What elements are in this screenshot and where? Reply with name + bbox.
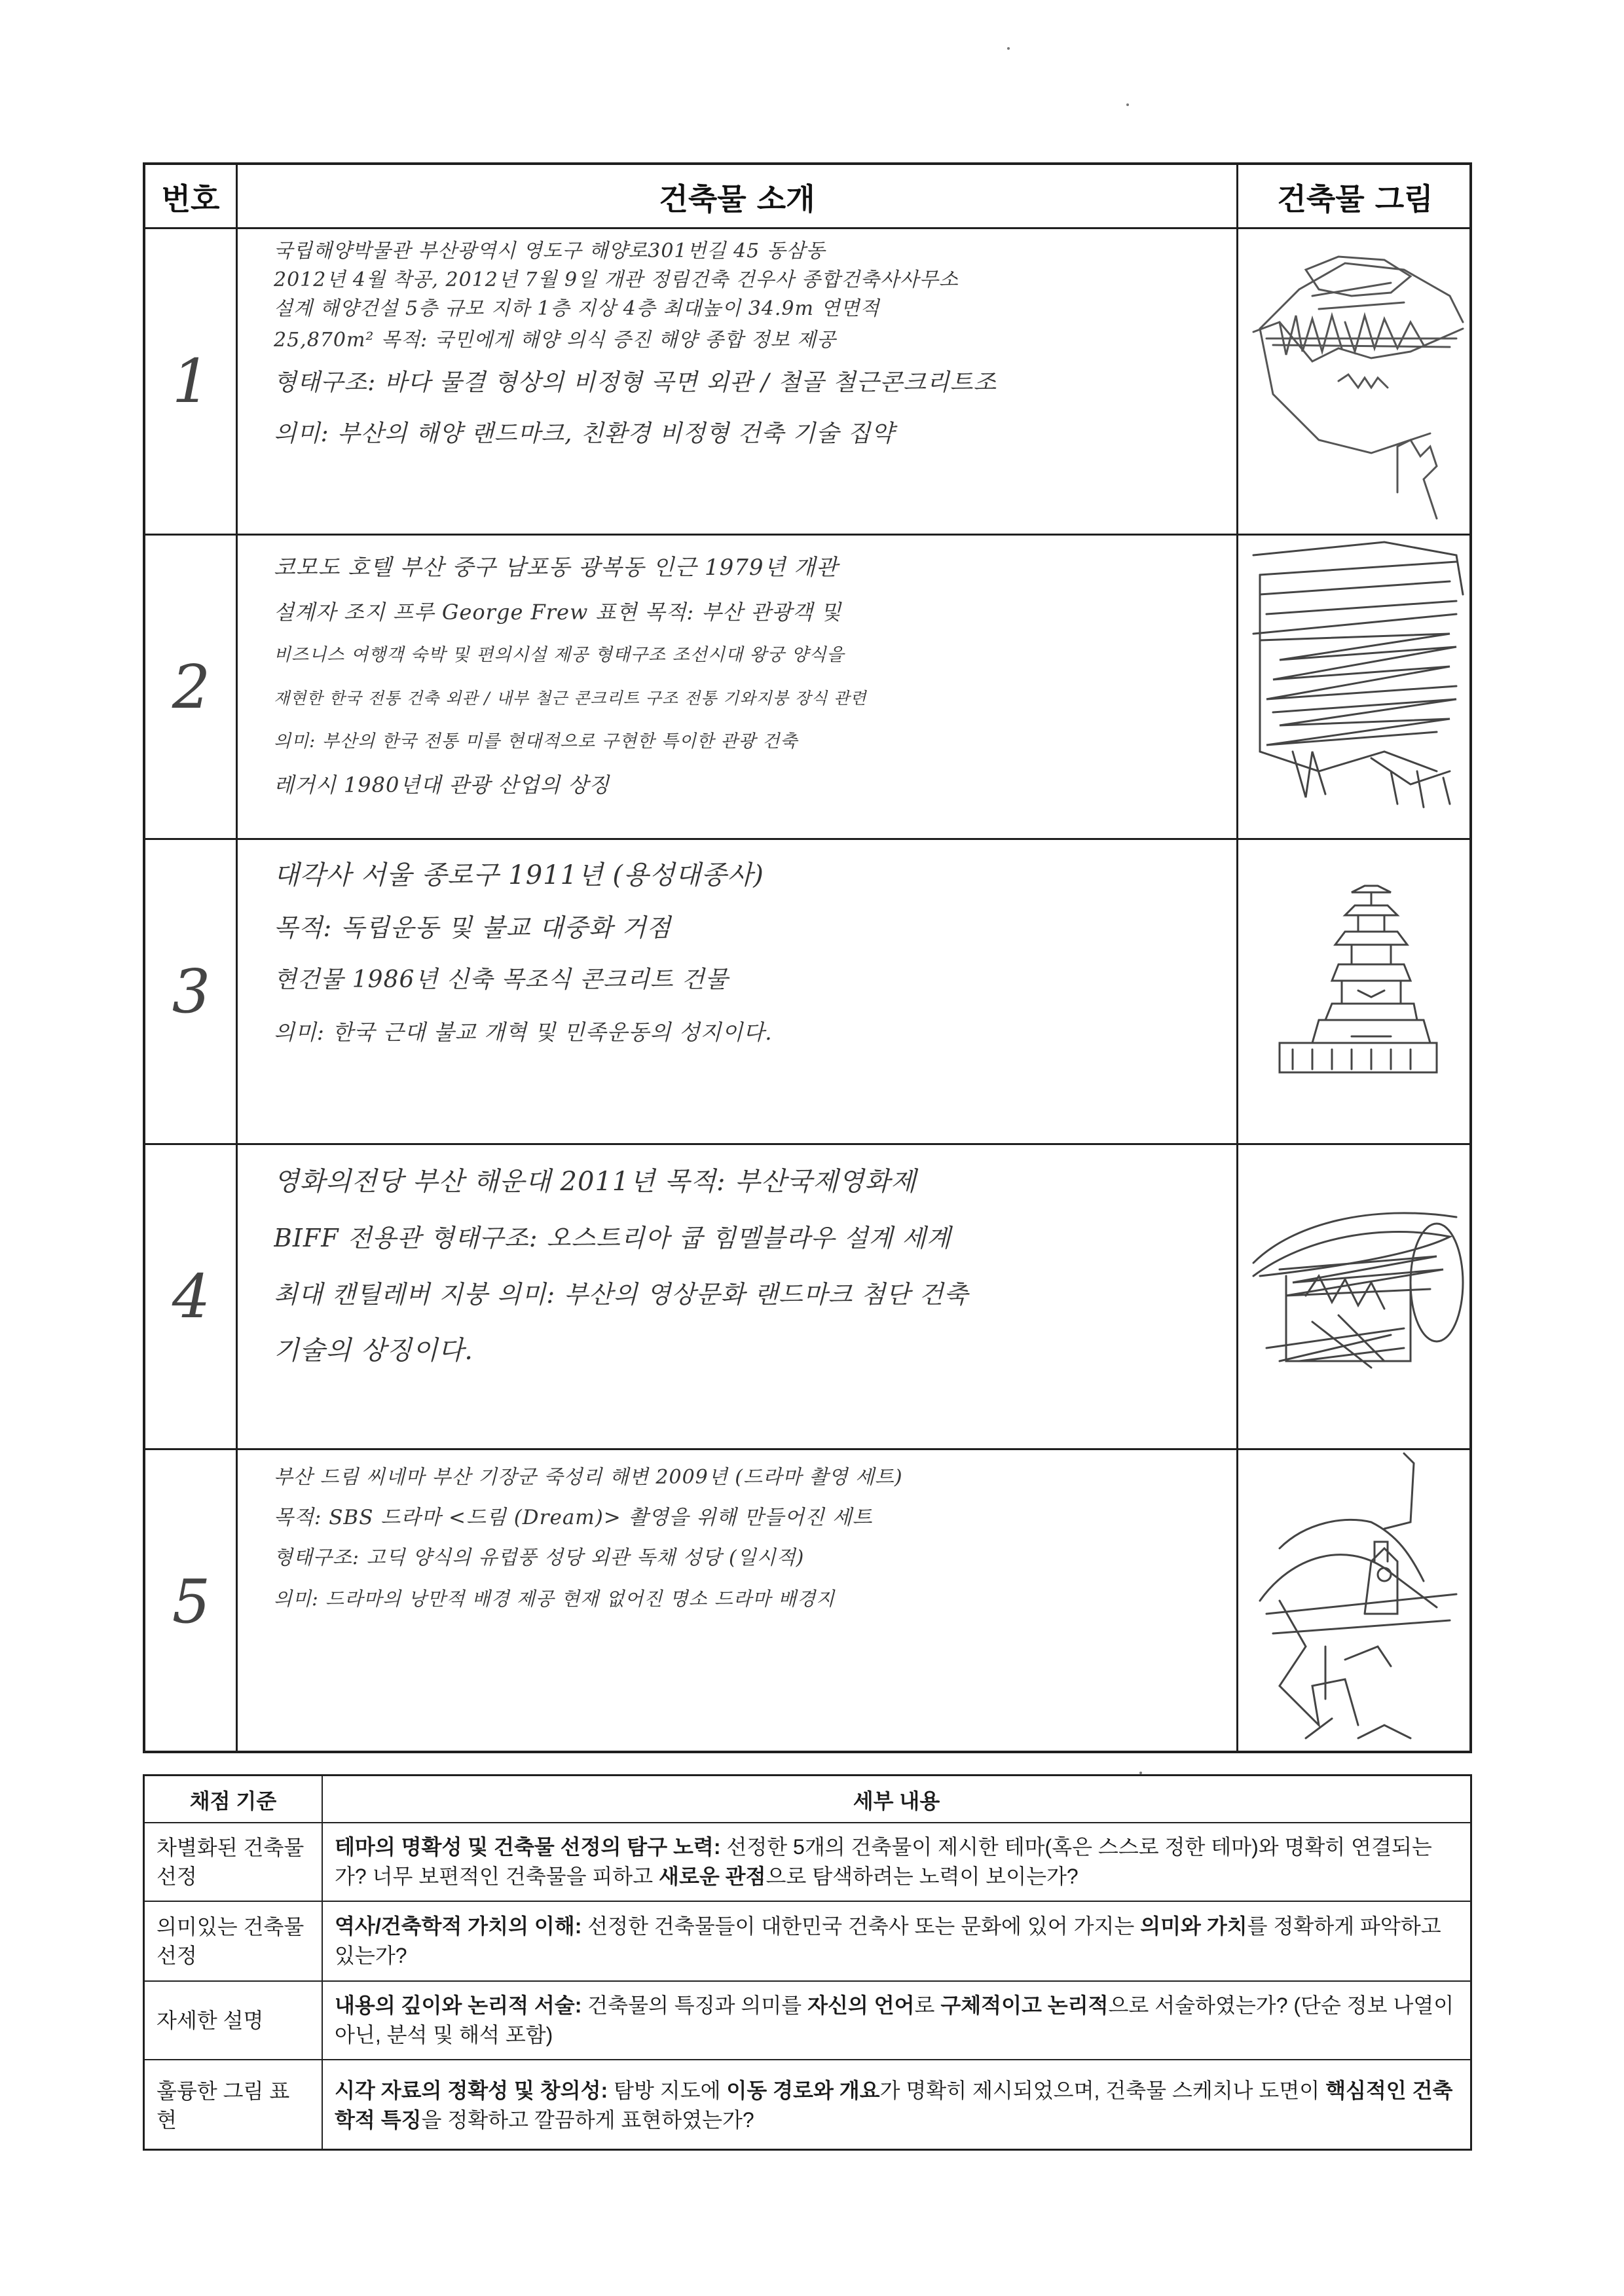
intro-line: 형태구조: 고딕 양식의 유럽풍 성당 외관 독채 성당 (일시적) bbox=[274, 1546, 805, 1569]
scan-speck bbox=[1126, 103, 1129, 106]
intro-line: 영화의전당 부산 해운대 2011년 목적: 부산국제영화제 bbox=[274, 1167, 917, 1197]
grading-rubric-table bbox=[143, 1774, 1472, 2151]
rubric-detail-text: 가 명확히 제시되었으며, 건축물 스케치나 도면이 bbox=[879, 2079, 1326, 2102]
rubric-detail-text: 건축물의 특징과 의미를 bbox=[581, 1994, 808, 2017]
intro-line: 대각사 서울 종로구 1911년 (용성대종사) bbox=[274, 860, 764, 890]
rubric-criterion: 의미있는 건축물 선정 bbox=[157, 1915, 304, 1967]
intro-line: 설계 해양건설 5층 규모 지하 1층 지상 4층 최대높이 34.9m 연면적 bbox=[274, 297, 880, 320]
rubric-detail-emphasis: 자신의 언어 bbox=[807, 1994, 915, 2017]
intro-line: 기술의 상징이다. bbox=[274, 1336, 473, 1366]
row-number: 5 bbox=[172, 1567, 211, 1637]
rubric-detail bbox=[323, 1982, 1470, 2059]
rubric-detail-text: 로 bbox=[914, 1994, 941, 2017]
rubric-detail-text: 으로 탐색하려는 노력이 보이는가? bbox=[766, 1865, 1079, 1888]
intro-line: 의미: 한국 근대 불교 개혁 및 민족운동의 성지이다. bbox=[274, 1019, 773, 1045]
intro-line: 형태구조: 바다 물결 형상의 비정형 곡면 외관 / 철골 철근콘크리트조 bbox=[274, 369, 997, 396]
intro-line: 목적: 독립운동 및 불교 대중화 거점 bbox=[274, 913, 672, 942]
intro-line: 재현한 한국 전통 건축 외관 / 내부 철근 콘크리트 구조 전통 기와지붕 장식 관련 bbox=[274, 689, 867, 708]
intro-line: 코모도 호텔 부산 중구 남포동 광복동 인근 1979년 개관 bbox=[274, 555, 838, 581]
rubric-detail-key: 시각 자료의 정확성 및 창의성: bbox=[335, 2079, 608, 2102]
column-divider bbox=[1236, 165, 1238, 1751]
rubric-detail-key: 테마의 명확성 및 건축물 선정의 탐구 노력: bbox=[335, 1835, 721, 1859]
pagoda-sketch-icon bbox=[1240, 840, 1469, 1142]
intro-line: 의미: 드라마의 낭만적 배경 제공 현재 없어진 명소 드라마 배경지 bbox=[274, 1588, 836, 1610]
rubric-header-details: 세부 내용 bbox=[853, 1789, 940, 1813]
rubric-detail-emphasis: 새로운 관점 bbox=[659, 1865, 766, 1888]
row-number: 4 bbox=[172, 1262, 211, 1332]
rubric-detail-text: 선정한 5개의 건축물이 제시한 테마(혹은 스스로 정한 테마)와 명확히 연결되는가? 너무 보편적인 건축물을 피하고 bbox=[335, 1835, 1432, 1888]
intro-line: 국립해양박물관 부산광역시 영도구 해양로301번길 45 동삼동 bbox=[274, 240, 826, 263]
intro-line: 의미: 부산의 해양 랜드마크, 친환경 비정형 건축 기술 집약 bbox=[274, 420, 895, 447]
intro-line: 비즈니스 여행객 숙박 및 편의시설 제공 형태구조 조선시대 왕궁 양식을 bbox=[274, 645, 845, 665]
architecture-table bbox=[143, 162, 1472, 1753]
rubric-detail-text: 을 정확하고 깔끔하게 표현하였는가? bbox=[421, 2108, 754, 2132]
building-intro bbox=[274, 1154, 1233, 1442]
rubric-criterion: 자세한 설명 bbox=[157, 2009, 264, 2032]
rubric-detail bbox=[323, 1902, 1470, 1980]
intro-line: 2012년 4월 착공, 2012년 7월 9일 개관 정림건축 건우사 종합건축사사무소 bbox=[274, 268, 959, 291]
rubric-detail-key: 내용의 깊이와 논리적 서술: bbox=[335, 1994, 582, 2017]
header-drawing: 건축물 그림 bbox=[1277, 181, 1433, 217]
intro-line: 부산 드림 씨네마 부산 기장군 죽성리 해변 2009년 (드라마 촬영 세트) bbox=[274, 1466, 903, 1489]
rubric-detail-text: 를 정확하게 파악하고 있는가? bbox=[335, 1914, 1441, 1967]
header-number: 번호 bbox=[161, 181, 220, 217]
row-number: 3 bbox=[172, 957, 211, 1027]
building-intro bbox=[274, 545, 1233, 833]
cinema-sketch-icon bbox=[1240, 1145, 1469, 1448]
intro-line: 현건물 1986년 신축 목조식 콘크리트 건물 bbox=[274, 966, 729, 993]
building-intro bbox=[274, 237, 1233, 532]
rubric-detail-key: 역사/건축학적 가치의 이해: bbox=[335, 1914, 582, 1938]
building-intro bbox=[274, 849, 1233, 1137]
row-number: 1 bbox=[172, 346, 211, 416]
rubric-detail-text: 으로 서술하였는가? (단순 정보 나열이 아닌, 분석 및 해석 포함) bbox=[335, 1994, 1454, 2047]
church-sketch-icon bbox=[1240, 1450, 1469, 1753]
scan-speck bbox=[1007, 47, 1010, 50]
building-intro bbox=[274, 1458, 1233, 1746]
rubric-detail bbox=[323, 2060, 1470, 2151]
rubric-header-criteria: 채점 기준 bbox=[189, 1789, 277, 1813]
row-number: 2 bbox=[172, 651, 211, 722]
intro-line: 목적: SBS 드라마 <드림 (Dream)> 촬영을 위해 만들어진 세트 bbox=[274, 1506, 873, 1529]
rubric-detail-emphasis: 구체적이고 논리적 bbox=[940, 1994, 1109, 2017]
intro-line: BIFF 전용관 형태구조: 오스트리아 쿱 힘멜블라우 설계 세계 bbox=[274, 1224, 951, 1252]
museum-sketch-icon bbox=[1240, 230, 1469, 532]
rubric-detail-emphasis: 의미와 가치 bbox=[1140, 1914, 1247, 1938]
rubric-detail-text: 탐방 지도에 bbox=[608, 2079, 727, 2102]
intro-line: 의미: 부산의 한국 전통 미를 현대적으로 구현한 특이한 관광 건축 bbox=[274, 731, 798, 752]
rubric-detail-emphasis: 핵심적인 건축학적 특징 bbox=[335, 2079, 1453, 2132]
intro-line: 설계자 조지 프루 George Frew 표현 목적: 부산 관광객 및 bbox=[274, 600, 842, 625]
intro-line: 최대 캔틸레버 지붕 의미: 부산의 영상문화 랜드마크 첨단 건축 bbox=[274, 1280, 969, 1309]
intro-line: 레거시 1980년대 관광 산업의 상징 bbox=[274, 773, 610, 797]
rubric-detail-emphasis: 이동 경로와 개요 bbox=[726, 2079, 880, 2102]
rubric-detail-text: 선정한 건축물들이 대한민국 건축사 또는 문화에 있어 가지는 bbox=[581, 1914, 1141, 1938]
hotel-sketch-icon bbox=[1240, 536, 1469, 837]
rubric-criterion: 훌륭한 그림 표현 bbox=[157, 2079, 290, 2132]
rubric-detail bbox=[323, 1823, 1470, 1901]
intro-line: 25,870m² 목적: 국민에게 해양 의식 증진 해양 종합 정보 제공 bbox=[274, 329, 836, 352]
header-intro: 건축물 소개 bbox=[659, 181, 815, 217]
rubric-criterion: 차별화된 건축물 선정 bbox=[157, 1836, 304, 1888]
